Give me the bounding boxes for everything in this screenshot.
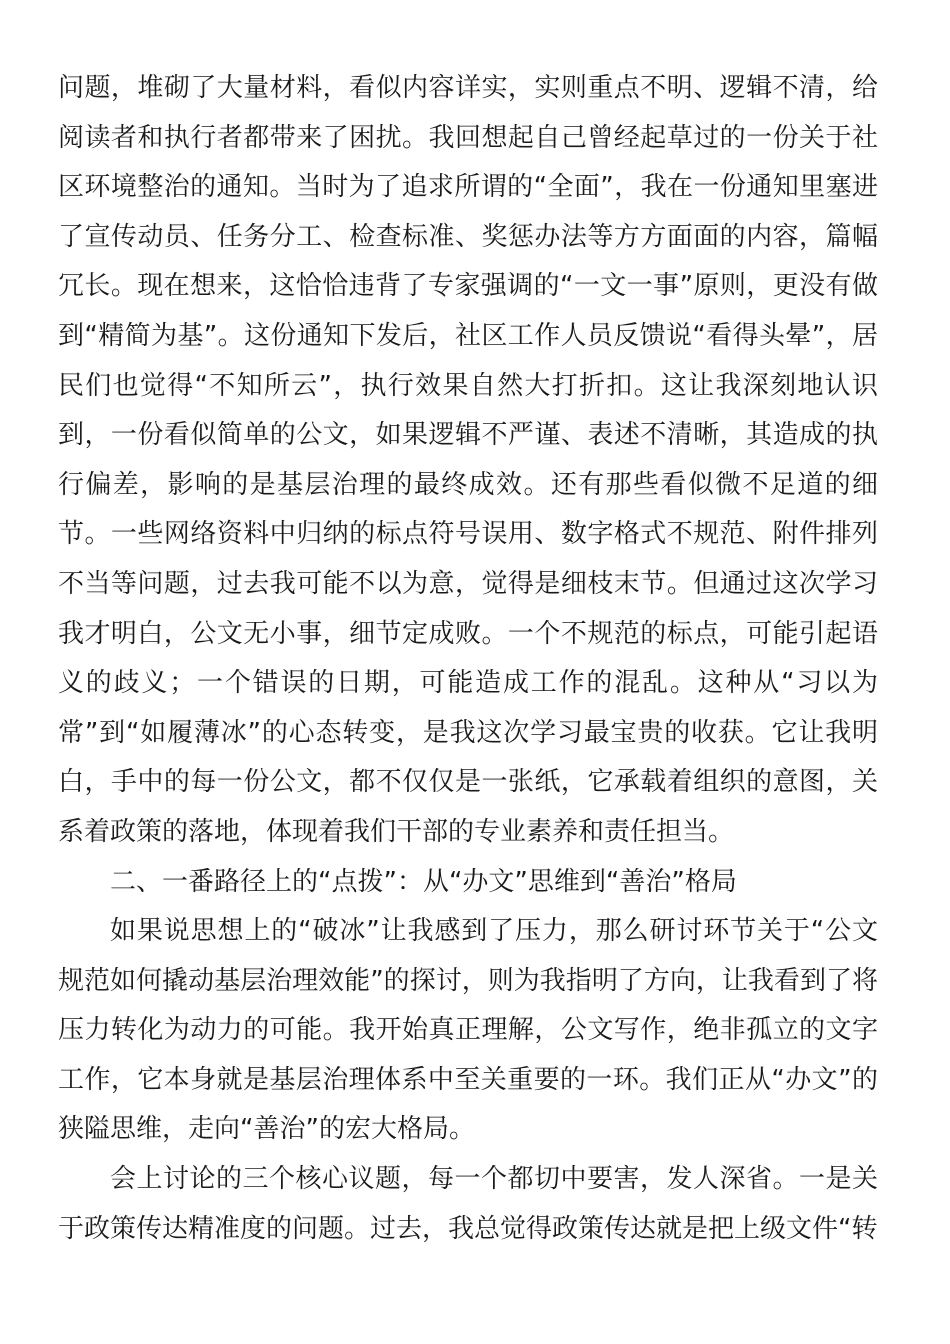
- document-page: [58, 64, 878, 1254]
- body-paragraph-2: 如果说思想上的“破冰”让我感到了压力，那么研讨环节关于“公文规范如何撬动基层治理效能”的探讨，则为我指明了方向，让我看到了将压力转化为动力的可能。我开始真正理解，公文写作，绝非孤立的文字工作，它本身就是基层治理体系中至关重要的一环。我们正从“办文”的狭隘思维，走向“善治”的宏大格局。: [58, 916, 878, 1145]
- body-paragraph-3: 会上讨论的三个核心议题，每一个都切中要害，发人深省。一是关于政策传达精准度的问题。过去，我总觉得政策传达就是把上级文件“转: [58, 1164, 878, 1244]
- section-heading-2: 二、一番路径上的“点拨”：从“办文”思维到“善治”格局: [110, 866, 737, 897]
- body-paragraph-1: 问题，堆砌了大量材料，看似内容详实，实则重点不明、逻辑不清，给阅读者和执行者都带来了困扰。我回想起自己曾经起草过的一份关于社区环境整治的通知。当时为了追求所谓的“全面”，我在一份通知里塞进了宣传动员、任务分工、检查标准、奖惩办法等方方面面的内容，篇幅冗长。现在想来，这恰恰违背了专家强调的“一文一事”原则，更没有做到“精简为基”。这份通知下发后，社区工作人员反馈说“看得头晕”，居民们也觉得“不知所云”，执行效果自然大打折扣。这让我深刻地认识到，一份看似简单的公文，如果逻辑不严谨、表述不清晰，其造成的执行偏差，影响的是基层治理的最终成效。还有那些看似微不足道的细节。一些网络资料中归纳的标点符号误用、数字格式不规范、附件排列不当等问题，过去我可能不以为意，觉得是细枝末节。但通过这次学习我才明白，公文无小事，细节定成败。一个不规范的标点，可能引起语义的歧义；一个错误的日期，可能造成工作的混乱。这种从“习以为常”到“如履薄冰”的心态转变，是我这次学习最宝贵的收获。它让我明白，手中的每一份公文，都不仅仅是一张纸，它承载着组织的意图，关系着政策的落地，体现着我们干部的专业素养和责任担当。: [58, 73, 878, 847]
